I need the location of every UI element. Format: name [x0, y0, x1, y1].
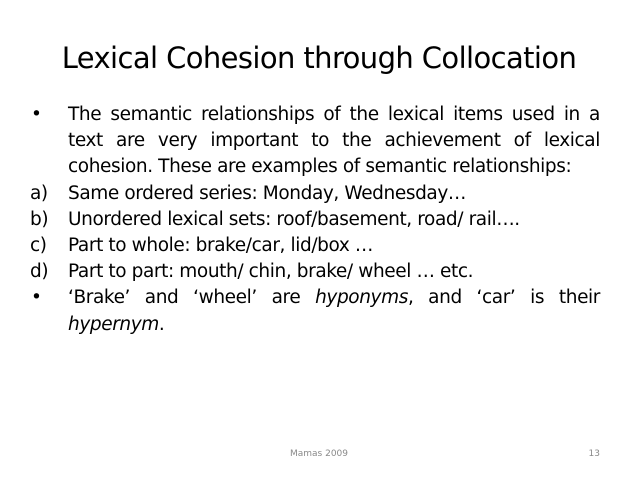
bullet-text	[68, 287, 600, 334]
list-item-text: Part to part: mouth/ chin, brake/ wheel … etc.	[68, 261, 474, 283]
list-marker: b)	[30, 208, 49, 230]
list-item-text: Part to whole: brake/car, lid/box …	[68, 235, 373, 257]
list-marker: d)	[30, 261, 49, 283]
list-item-b	[30, 207, 600, 233]
term-hypernym: hypernym	[68, 313, 159, 335]
footer-text: Mamas 2009	[289, 449, 349, 459]
list-item-c	[30, 233, 600, 259]
slide-title: Lexical Cohesion through Collocation	[61, 41, 577, 75]
bullet-marker: •	[31, 104, 42, 125]
slide-content	[30, 102, 600, 338]
page-number: 13	[588, 449, 600, 459]
bullet-marker: •	[31, 287, 42, 309]
list-marker: c)	[30, 235, 47, 257]
bullet-text: The semantic relationships of the lexical items used in a text are very important to the achievement of lexical cohesion. These are examples of semantic relationships:	[68, 104, 600, 178]
list-item-a	[30, 181, 600, 207]
bullet-item-intro	[30, 102, 600, 181]
list-marker: a)	[30, 182, 48, 204]
list-item-text: Same ordered series: Monday, Wednesday…	[68, 182, 466, 204]
list-item-text: Unordered lexical sets: roof/basement, road/ rail….	[68, 208, 520, 230]
term-hyponyms: hyponyms	[315, 287, 408, 309]
text-run: , and ‘car’ is their	[407, 287, 600, 309]
text-run: ‘Brake’ and ‘wheel’ are	[68, 287, 316, 309]
bullet-item-hyponyms	[30, 285, 600, 337]
text-run: .	[158, 313, 165, 335]
list-item-d	[30, 259, 600, 285]
